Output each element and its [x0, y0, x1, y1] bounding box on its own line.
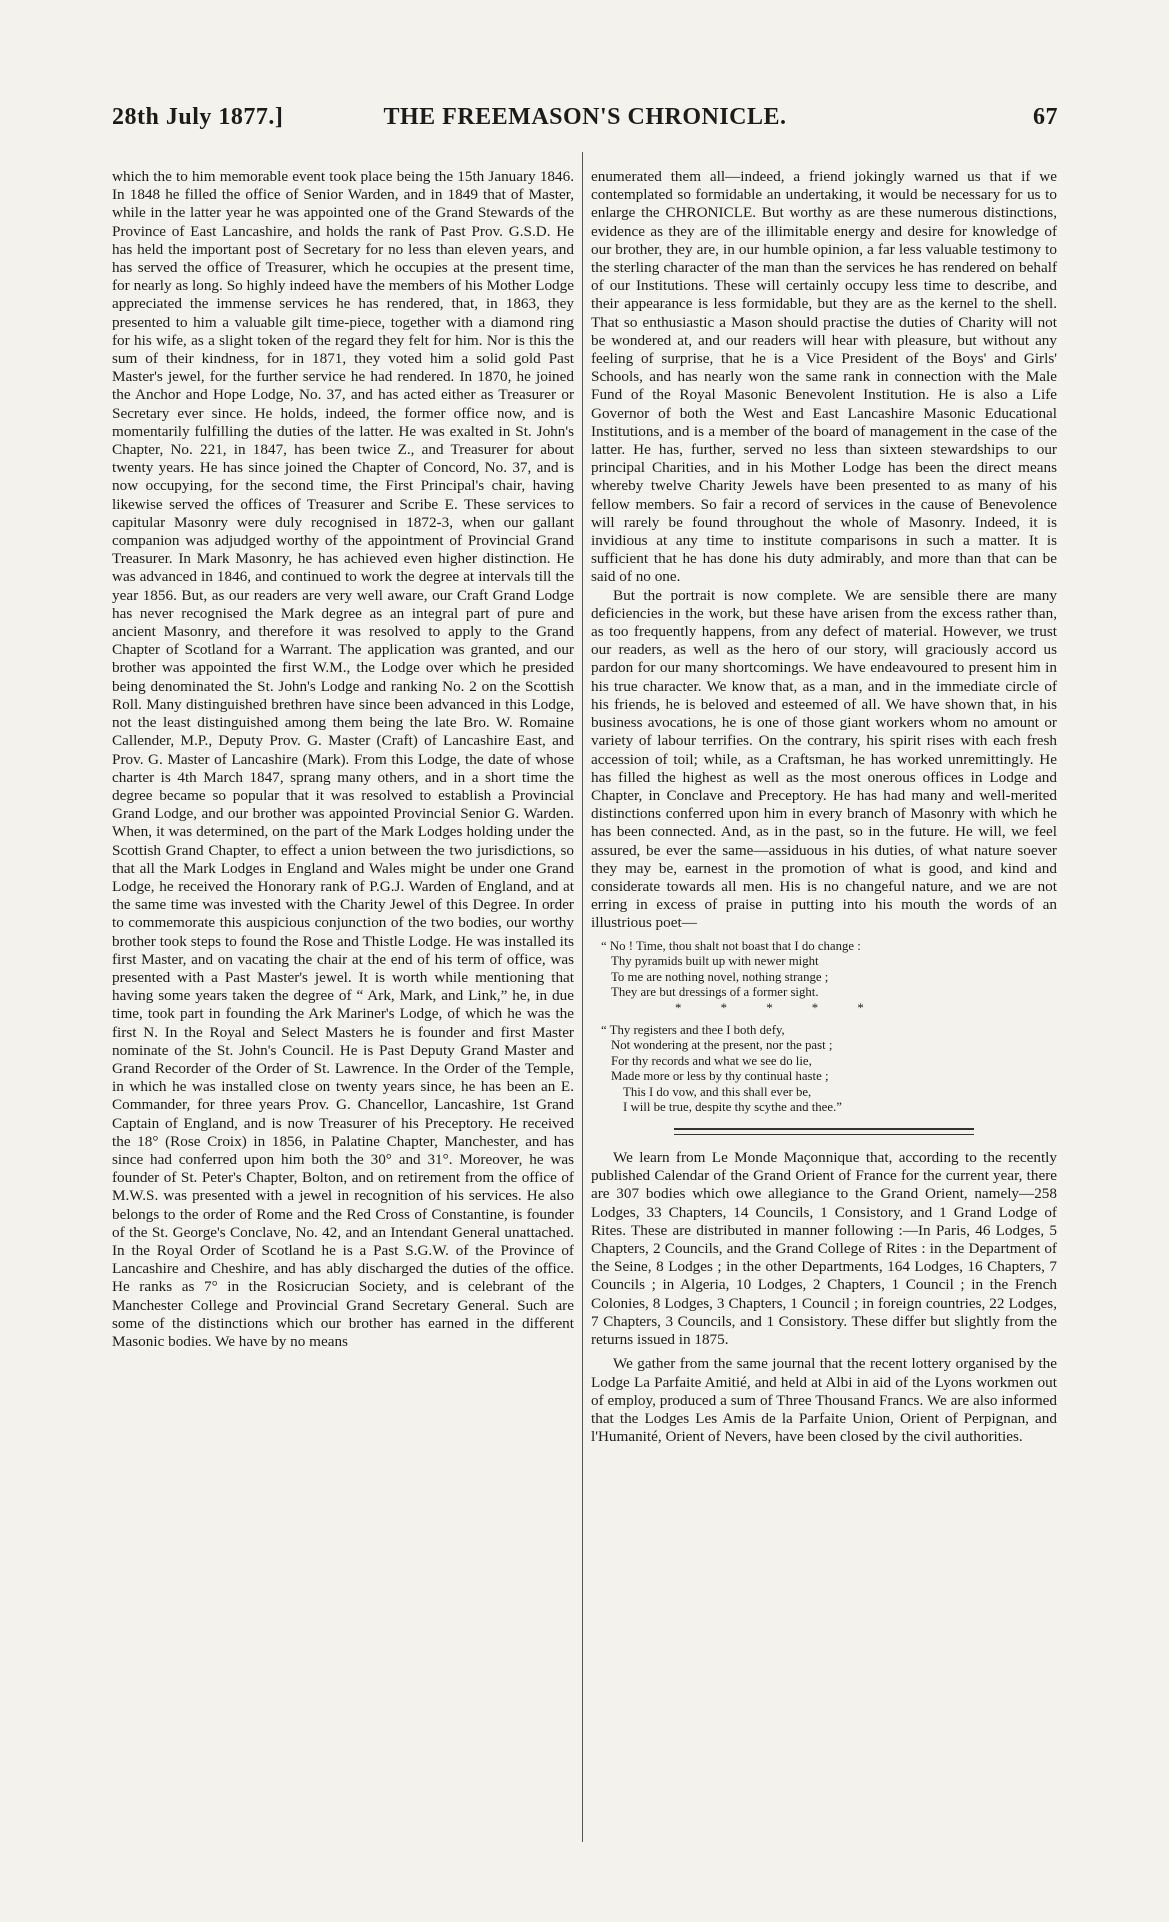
masthead [112, 104, 1058, 140]
poem-line: “ Thy registers and thee I both defy, [601, 1022, 785, 1037]
asterism: * * * * * [675, 1000, 882, 1015]
column-divider [582, 152, 583, 1842]
poem-line: Not wondering at the present, nor the past ; [611, 1038, 833, 1053]
poem-stanza [601, 939, 1057, 1017]
section-divider [674, 1128, 974, 1135]
poem-line: This I do vow, and this shall ever be, [623, 1084, 812, 1099]
page-number: 67 [1033, 104, 1058, 130]
poem-quotation [591, 939, 1057, 1117]
left-column [112, 168, 574, 1351]
right-column [591, 168, 1057, 1446]
poem-line: I will be true, despite thy scythe and thee.” [623, 1100, 842, 1115]
article-paragraph: which the to him memorable event took place being the 15th January 1846. In 1848 he filled the office of Senior Warden, and in 1849 that of Master, while in the latter year he was appointed one of the Grand Stewards of the Province of East Lancashire, and holds the rank of Past Prov. G.S.D. He has held the important post of Secretary for no less than eleven years, and has served the office of Treasurer, which he occupies at the present time, for nearly as long. So highly indeed have the members of his Mother Lodge appreciated the immense services he has rendered, that, in 1863, they presented to him a valuable gilt time-piece, together with a diamond ring for his wife, as a slight token of the regard they felt for him. Nor is this the sum of their kindness, for in 1871, they voted him a solid gold Past Master's jewel, for the further service he had rendered. In 1870, he joined the Anchor and Hope Lodge, No. 37, and has acted either as Treasurer or Secretary ever since. He holds, indeed, the former office now, and is momentarily fulfilling the duties of the latter. He was exalted in St. John's Chapter, No. 221, in 1847, has been twice Z., and Treasurer for about twenty years. He has since joined the Chapter of Concord, No. 37, and is now occupying, for the second time, the First Principal's chair, having likewise served the offices of Treasurer and Scribe E. These services to capitular Masonry were duly recognised in 1872-3, when our gallant companion was adjudged worthy of the appointment of Provincial Grand Treasurer. In Mark Masonry, he has achieved even higher distinction. He was advanced in 1846, and continued to work the degree at intervals till the year 1856. But, as our readers are very well aware, our Craft Grand Lodge has never recognised the Mark degree as an integral part of pure and ancient Masonry, and therefore it was resolved to apply to the Grand Chapter of Scotland for a Warrant. The application was granted, and our brother was appointed the first W.M., the Lodge over which he presided being denominated the St. John's Lodge and ranking No. 2 on the Scottish Roll. Many distinguished brethren have since been advanced in this Lodge, not the least distinguished among them being the late Bro. W. Romaine Callender, M.P., Deputy Prov. G. Master (Craft) of Lancashire East, and Prov. G. Master of Lancashire (Mark). From this Lodge, the date of whose charter is 4th March 1847, sprang many others, and in a short time the degree became so popular that it was resolved to establish a Provincial Grand Lodge, and our brother was appointed Provincial Senior G. Warden. When, it was determined, on the part of the Mark Lodges holding under the Scottish Grand Chapter, to effect a union between the two jurisdictions, so that all the Mark Lodges in England and Wales might be under one Grand Lodge, he received the Honorary rank of P.G.J. Warden of England, and at the same time was invested with the Charity Jewel of this Degree. In order to commemorate this auspicious conjunction of the two bodies, our worthy brother took steps to found the Rose and Thistle Lodge. He was installed its first Master, and on vacating the chair at the end of his term of office, was presented with a Past Master's jewel. It is worth while mentioning that having some years taken the degree of “ Ark, Mark, and Link,” he, in due time, took part in founding the Ark Mariner's Lodge, of which he was the first N. In the Royal and Select Masters he is founder and first Master nominate of the St. John's Council. He is Past Deputy Grand Master and Grand Recorder of the Order of St. Lawrence. In the Order of the Temple, in which he was installed close on twenty years since, he has been an E. Commander, for three years Prov. G. Chancellor, Lancashire, 1st Grand Captain of England, and is now Treasurer of his Preceptory. He received the 18° (Rose Croix) in 1856, in Palatine Chapter, Manchester, and has since had conferred upon him both the 30° and 31°. Moreover, he was founder of St. Peter's Chapter, Bolton, and on retirement from the office of M.W.S. was presented with a jewel in recognition of his services. He also belongs to the order of Rome and the Red Cross of Constantine, is founder of the St. George's Conclave, No. 42, and an Intendant General unattached. In the Royal Order of Scotland he is a Past S.G.W. of the Province of Lancashire and Cheshire, and has ably discharged the duties of the office. He ranks as 7° in the Rosicrucian Society, and is celebrant of the Manchester College and Provincial Grand Secretary General. Such are some of the distinctions which our brother has earned in the different Masonic bodies. We have by no means [112, 168, 574, 1350]
article-paragraph: We learn from Le Monde Maçonnique that, according to the recently published Calendar of the Grand Orient of France for the current year, there are 307 bodies which owe allegiance to the Grand Orient, namely—258 Lodges, 33 Chapters, 14 Councils, 1 Consistory, and 1 Grand Lodge of Rites. These are distributed in manner following :—In Paris, 46 Lodges, 5 Chapters, 2 Councils, and the Grand College of Rites : in the Department of the Seine, 8 Lodges ; in the other Departments, 164 Lodges, 16 Chapters, 7 Councils ; in Algeria, 10 Lodges, 2 Chapters, 1 Council ; in the French Colonies, 8 Lodges, 3 Chapters, 1 Council ; in foreign countries, 22 Lodges, 7 Chapters, 3 Councils, and 1 Consistory. These differ but slightly from the returns issued in 1875. [591, 1149, 1057, 1349]
publication-title: THE FREEMASON'S CHRONICLE. [383, 104, 787, 130]
poem-line: To me are nothing novel, nothing strange ; [611, 969, 829, 984]
poem-line: For thy records and what we see do lie, [611, 1053, 812, 1068]
poem-line: Thy pyramids built up with newer might [611, 954, 819, 969]
poem-stanza [601, 1023, 1057, 1117]
poem-line: They are but dressings of a former sight. [611, 985, 819, 1000]
poem-line: Made more or less by thy continual haste ; [611, 1069, 829, 1084]
article-paragraph: We gather from the same journal that the recent lottery organised by the Lodge La Parfaite Amitié, and held at Albi in aid of the Lyons workmen out of employ, produced a sum of Three Thousand Francs. We are also informed that the Lodges Les Amis de la Parfaite Union, Orient of Perpignan, and l'Humanité, Orient of Nevers, have been closed by the civil authorities. [591, 1355, 1057, 1446]
article-paragraph: But the portrait is now complete. We are sensible there are many deficiencies in the work, but these have arisen from the excess rather than, as too frequently happens, from any defect of material. However, we trust our readers, as well as the hero of our story, will graciously accord us pardon for our many shortcomings. We have endeavoured to present him in his true character. We know that, as a man, and in the immediate circle of his friends, he is beloved and esteemed of all. We have shown that, in his business avocations, he is one of those giant workers whom no amount or variety of labour terrifies. On the contrary, his spirit rises with each fresh accession of toil; while, as a Craftsman, he has worked unremittingly. He has filled the highest as well as the most onerous offices in Lodge and Chapter, in Conclave and Preceptory. He has had many and well-merited distinctions conferred upon him in every branch of Masonry with which he has been connected. And, as in the past, so in the future. He will, we feel assured, be ever the same—assiduous in his duties, of what nature soever they may be, earnest in the promotion of what is good, and kind and considerate towards all men. His is no changeful nature, and we are not erring in excess of praise in putting into his mouth the words of an illustrious poet— [591, 586, 1057, 932]
article-paragraph: enumerated them all—indeed, a friend jokingly warned us that if we contemplated so formidable an undertaking, it would be necessary for us to enlarge the CHRONICLE. But worthy as are these numerous distinctions, evidence as they are of the illimitable energy and desire for knowledge of our brother, they are, in our humble opinion, a far less valuable testimony to the sterling character of the man than the services he has rendered on behalf of our Institutions. These will certainly occupy less time to describe, and their appearance is less formidable, but they are as the kernel to the shell. That so enthusiastic a Mason should practise the duties of Charity will not be wondered at, and our readers will hear with pleasure, but without any feeling of surprise, that he is a Vice President of the Boys' and Girls' Schools, and has nearly won the same rank in connection with the Male Fund of the Royal Masonic Benevolent Institution. He is also a Life Governor of both the West and East Lancashire Masonic Educational Institutions, and is a member of the board of management in the case of the latter. He has, further, served no less than sixteen stewardships to our principal Charities, and in his Mother Lodge has been the direct means whereby twelve Charity Jewels have been presented to as many of his fellow members. So fair a record of services in the cause of Benevolence will rarely be found throughout the whole of Masonry. Indeed, it is invidious at any time to institute comparisons in such a matter. It is sufficient that he has done his duty admirably, and more than that can be said of no one. [591, 168, 1057, 586]
poem-line: “ No ! Time, thou shalt not boast that I do change : [601, 938, 861, 953]
issue-date: 28th July 1877.] [112, 104, 284, 130]
